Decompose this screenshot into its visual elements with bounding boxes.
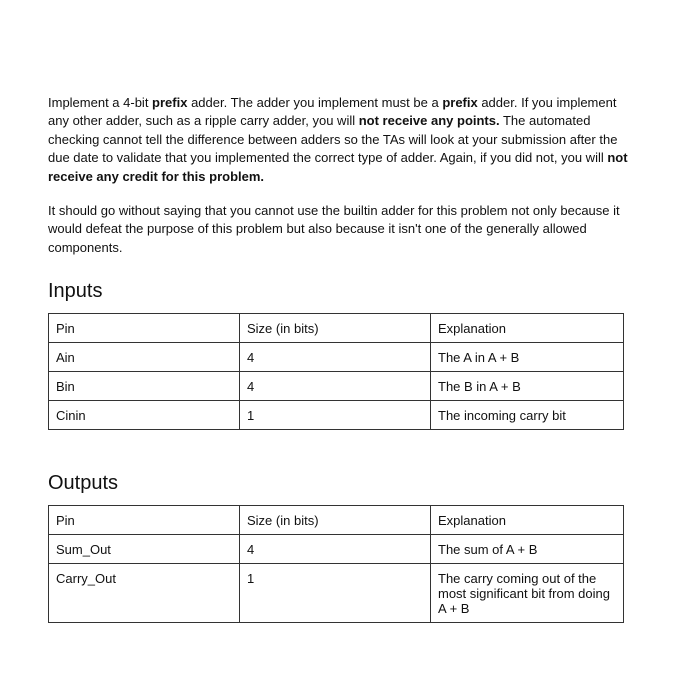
instructions-paragraph	[48, 94, 628, 186]
table-row	[49, 401, 624, 430]
inputs-heading: Inputs	[48, 280, 103, 303]
builtin-adder-paragraph: It should go without saying that you cannot use the builtin adder for this problem not only because it would defeat the purpose of this problem but also because it isn't one of the generally allowed components.	[48, 203, 620, 255]
table-cell: The B in A + B	[431, 372, 624, 401]
header-cell: Explanation	[431, 314, 624, 343]
table-cell: The incoming carry bit	[431, 401, 624, 430]
table-cell: 4	[240, 372, 431, 401]
table-cell: 1	[240, 564, 431, 623]
bold-text: prefix	[442, 95, 478, 110]
table-cell: 1	[240, 401, 431, 430]
outputs-table	[48, 505, 624, 623]
outputs-heading: Outputs	[48, 472, 119, 495]
header-cell: Pin	[49, 506, 240, 535]
header-cell: Explanation	[431, 506, 624, 535]
table-header-row	[49, 314, 624, 343]
inputs-table	[48, 313, 624, 430]
bold-text: not receive any points.	[358, 113, 500, 129]
table-cell: Carry_Out	[49, 564, 240, 623]
bold-text: not receive any credit for this problem.	[48, 150, 628, 184]
header-cell: Size (in bits)	[240, 314, 431, 343]
header-cell: Size (in bits)	[240, 506, 431, 535]
table-cell: The A in A + B	[431, 343, 624, 372]
table-cell: 4	[240, 343, 431, 372]
bold-text: prefix	[152, 95, 188, 110]
text-run: Implement a 4-bit	[48, 95, 153, 110]
header-cell: Pin	[49, 314, 240, 343]
table-cell: Ain	[49, 343, 240, 372]
table-header-row	[49, 506, 624, 535]
table-row	[49, 372, 624, 401]
text-run: adder. The adder you implement must be a	[187, 95, 443, 110]
table-cell: Bin	[49, 372, 240, 401]
assignment-page	[48, 94, 628, 623]
table-row	[49, 343, 624, 372]
table-row	[49, 564, 624, 623]
table-cell: The carry coming out of the most significant bit from doing A + B	[431, 564, 624, 623]
table-cell: The sum of A + B	[431, 535, 624, 564]
text-run: adder. If you implement any other adder, such as a ripple carry adder, you will	[48, 95, 617, 129]
table-cell: Sum_Out	[49, 535, 240, 564]
table-row	[49, 535, 624, 564]
table-cell: Cinin	[49, 401, 240, 430]
table-cell: 4	[240, 535, 431, 564]
text-run: The automated checking cannot tell the difference between adders so the TAs will look at your submission after the due date to validate that you implemented the correct type of adder. Again, if you did not, you will	[48, 113, 618, 166]
